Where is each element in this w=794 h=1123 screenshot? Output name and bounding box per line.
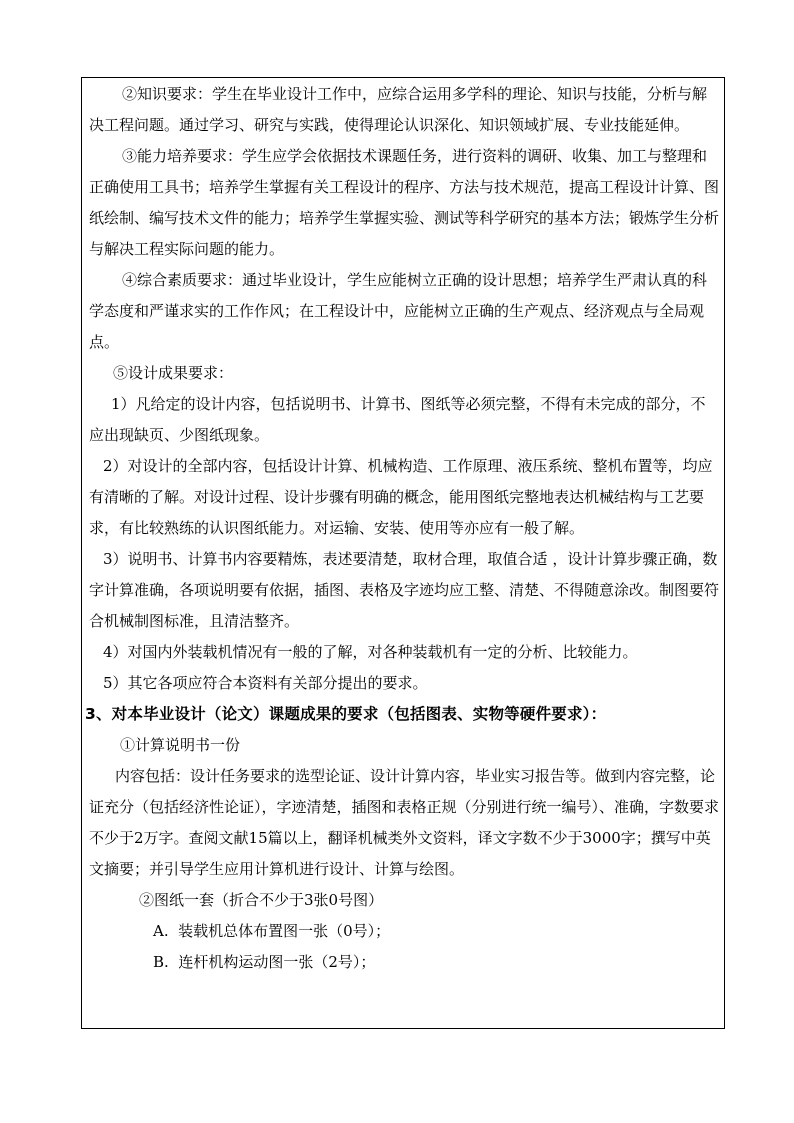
quality-requirement-paragraph: ④综合素质要求：通过毕业设计，学生应能树立正确的设计思想；培养学生严肃认真的科学态度和严谨求实的工作作风；在工程设计中，应能树立正确的生产观点、经济观点与全局观点。: [89, 271, 708, 351]
drawing-a: A. 装载机总体布置图一张（0号）；: [153, 922, 391, 940]
document-body: [85, 79, 720, 978]
knowledge-requirement-paragraph: ②知识要求：学生在毕业设计工作中，应综合运用多学科的理论、知识与技能，分析与解决工程问题。通过学习、研究与实践，使得理论认识深化、知识领域扩展、专业技能延伸。: [89, 85, 708, 134]
calc-manual-content: 内容包括：设计任务要求的选型论证、设计计算内容，毕业实习报告等。做到内容完整，论证充分（包括经济性论证），字迹清楚，插图和表格正规（分别进行统一编号）、准确，字数要求不少于2万字。查阅文献15篇以上，翻译机械类外文资料，译文字数不少于3000字；撰写中英文摘要；并引导学生应用计算机进行设计、计算与绘图。: [89, 767, 720, 878]
calc-manual-item: ①计算说明书一份: [120, 736, 241, 754]
result-item-5: 5）其它各项应符合本资料有关部分提出的要求。: [103, 674, 428, 692]
section-3-heading: 3、对本毕业设计（论文）课题成果的要求（包括图表、实物等硬件要求）：: [85, 705, 607, 723]
result-item-1: 1）凡给定的设计内容，包括说明书、计算书、图纸等必须完整，不得有未完成的部分，不应出现缺页、少图纸现象。: [89, 395, 706, 444]
drawings-item: ②图纸一套（折合不少于3张0号图）: [139, 891, 384, 909]
design-result-heading: ⑤设计成果要求：: [113, 364, 234, 382]
result-item-4: 4）对国内外装载机情况有一般的了解，对各种装载机有一定的分析、比较能力。: [103, 643, 638, 661]
result-item-2: 2）对设计的全部内容，包括设计计算、机械构造、工作原理、液压系统、整机布置等，均应有清晰的了解。对设计过程、设计步骤有明确的概念，能用图纸完整地表达机械结构与工艺要求，有比较熟练的认识图纸能力。对运输、安装、使用等亦应有一般了解。: [89, 457, 713, 537]
ability-requirement-paragraph: ③能力培养要求：学生应学会依据技术课题任务，进行资料的调研、收集、加工与整理和正确使用工具书；培养学生掌握有关工程设计的程序、方法与技术规范，提高工程设计计算、图纸绘制、编写技术文件的能力；培养学生掌握实验、测试等科学研究的基本方法；锻炼学生分析与解决工程实际问题的能力。: [89, 147, 720, 258]
result-item-3: 3）说明书、计算书内容要精炼，表述要清楚，取材合理，取值合适 ，设计计算步骤正确，数字计算准确，各项说明要有依据，插图、表格及字迹均应工整、清楚、不得随意涂改。制图要符合机械制图标准，且清洁整齐。: [89, 550, 720, 630]
drawing-b: B. 连杆机构运动图一张（2号）；: [153, 953, 376, 971]
